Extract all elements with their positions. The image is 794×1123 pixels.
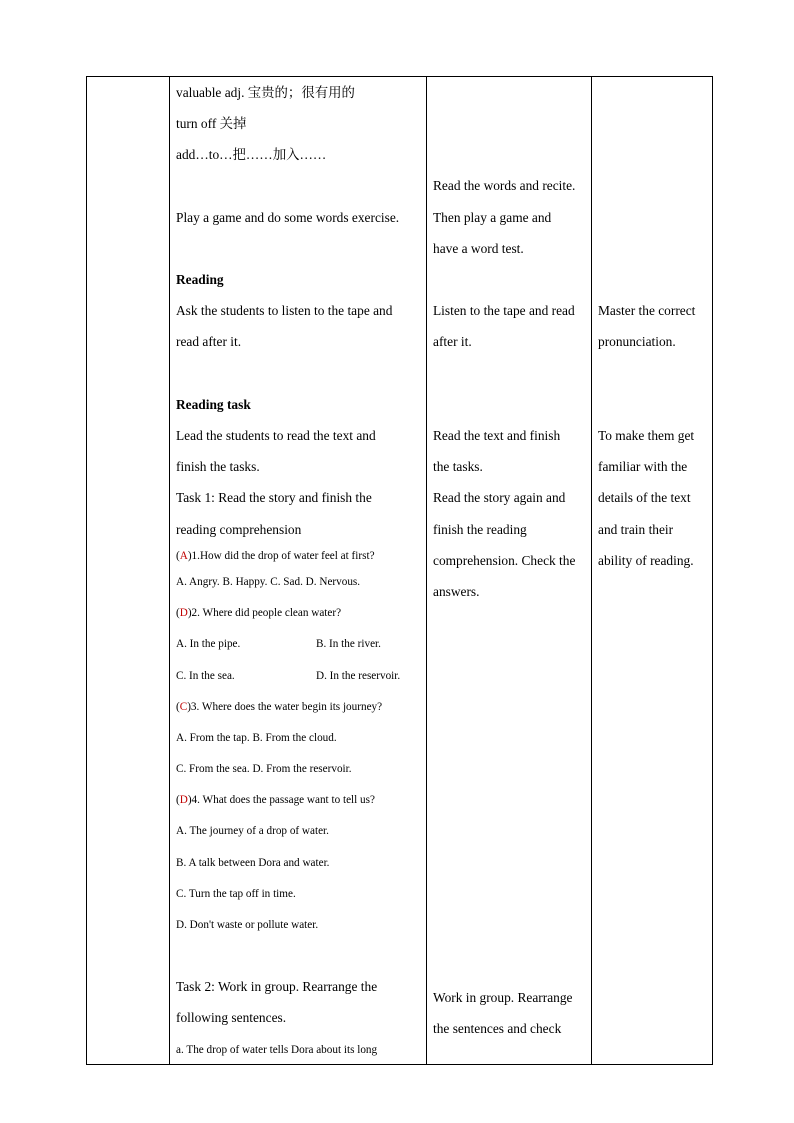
student-activity-line: finish the reading bbox=[433, 522, 527, 537]
question-2-options: C. In the sea. D. In the reservoir. bbox=[176, 670, 401, 682]
student-activity-line: Read the words and recite. bbox=[433, 178, 576, 193]
stage-cell bbox=[87, 77, 170, 1065]
purpose-line: pronunciation. bbox=[598, 334, 676, 349]
purpose-line: ability of reading. bbox=[598, 553, 694, 568]
task1-instruction: reading comprehension bbox=[176, 522, 302, 537]
teacher-activity-cell bbox=[170, 77, 427, 1065]
student-activity-cell bbox=[427, 77, 592, 1065]
game-instruction: Play a game and do some words exercise. bbox=[176, 210, 400, 225]
question-3-options: C. From the sea. D. From the reservoir. bbox=[176, 763, 352, 775]
answer-letter: D bbox=[179, 607, 188, 619]
question-1-options: A. Angry. B. Happy. C. Sad. D. Nervous. bbox=[176, 576, 361, 588]
student-activity-line: Read the text and finish bbox=[433, 428, 561, 443]
purpose-line: To make them get bbox=[598, 428, 695, 443]
question-3-options: A. From the tap. B. From the cloud. bbox=[176, 732, 337, 744]
purpose-line: Master the correct bbox=[598, 303, 696, 318]
answer-letter: C bbox=[179, 701, 188, 713]
answer-letter: D bbox=[179, 794, 188, 806]
question-4: (D)4. What does the passage want to tell us? bbox=[176, 794, 375, 806]
student-activity-line: Then play a game and bbox=[433, 210, 552, 225]
student-activity-line: Read the story again and bbox=[433, 490, 566, 505]
task1-instruction: Task 1: Read the story and finish the bbox=[176, 490, 372, 505]
table-row bbox=[87, 77, 713, 1065]
reading-instruction: Ask the students to listen to the tape and bbox=[176, 303, 393, 318]
task2-instruction: following sentences. bbox=[176, 1010, 287, 1025]
student-activity-line: the sentences and check bbox=[433, 1021, 562, 1036]
student-activity-line: the tasks. bbox=[433, 459, 483, 474]
vocab-line: turn off 关掉 bbox=[176, 116, 247, 131]
purpose-line: and train their bbox=[598, 522, 674, 537]
question-4-options: B. A talk between Dora and water. bbox=[176, 857, 330, 869]
purpose-cell bbox=[592, 77, 713, 1065]
reading-heading: Reading bbox=[176, 272, 224, 287]
vocab-line: add…to…把……加入…… bbox=[176, 147, 327, 162]
question-3: (C)3. Where does the water begin its journey? bbox=[176, 701, 383, 713]
question-2: (D)2. Where did people clean water? bbox=[176, 607, 342, 619]
lead-instruction: Lead the students to read the text and bbox=[176, 428, 376, 443]
task2-sentence: a. The drop of water tells Dora about its long bbox=[176, 1044, 378, 1056]
reading-task-heading: Reading task bbox=[176, 397, 251, 412]
student-activity-line: Listen to the tape and read bbox=[433, 303, 575, 318]
student-activity-line: have a word test. bbox=[433, 241, 524, 256]
lesson-plan-table bbox=[86, 76, 713, 1065]
question-4-options: A. The journey of a drop of water. bbox=[176, 825, 329, 837]
vocab-line: valuable adj. 宝贵的；很有用的 bbox=[176, 85, 355, 100]
answer-letter: A bbox=[179, 550, 188, 562]
purpose-line: details of the text bbox=[598, 490, 691, 505]
question-4-options: D. Don't waste or pollute water. bbox=[176, 919, 319, 931]
student-activity-line: answers. bbox=[433, 584, 480, 599]
student-activity-line: comprehension. Check the bbox=[433, 553, 576, 568]
lead-instruction: finish the tasks. bbox=[176, 459, 260, 474]
question-4-options: C. Turn the tap off in time. bbox=[176, 888, 296, 900]
student-activity-line: Work in group. Rearrange bbox=[433, 990, 573, 1005]
student-activity-line: after it. bbox=[433, 334, 472, 349]
purpose-line: familiar with the bbox=[598, 459, 688, 474]
question-1: (A)1.How did the drop of water feel at first? bbox=[176, 550, 375, 562]
question-2-options: A. In the pipe. B. In the river. bbox=[176, 638, 381, 650]
reading-instruction: read after it. bbox=[176, 334, 242, 349]
task2-instruction: Task 2: Work in group. Rearrange the bbox=[176, 979, 378, 994]
